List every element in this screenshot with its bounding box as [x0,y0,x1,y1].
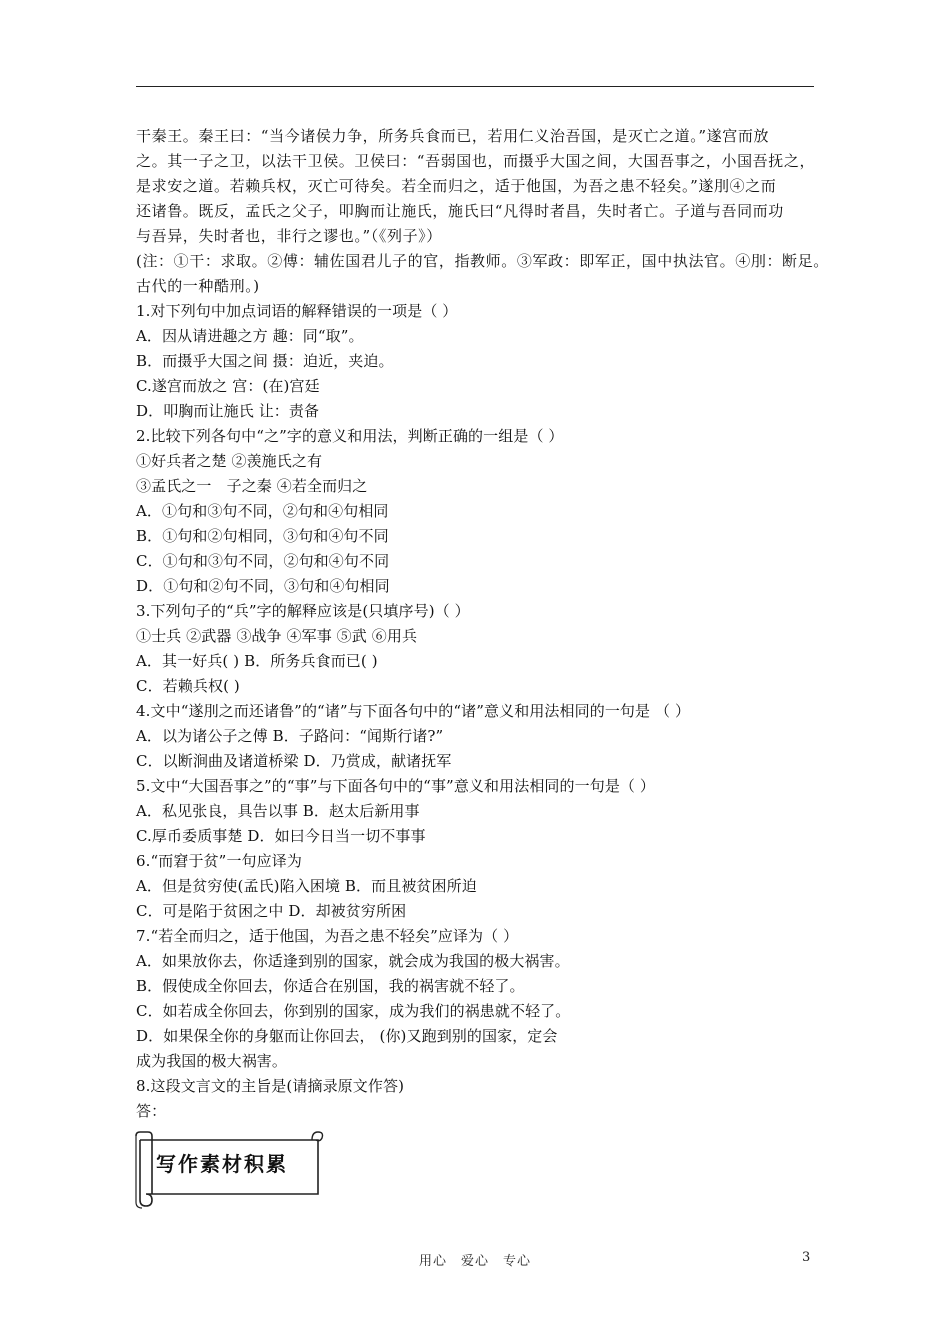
question-1-option-b: B．而摄乎大国之间 摄：迫近，夹迫。 [136,352,394,370]
classical-passage [136,124,829,299]
question-4-option-cd: C．以断涧曲及诸道桥梁 D．乃赏成，献诸抚军 [136,752,452,770]
page-number: 3 [802,1250,811,1265]
question-7-option-d-cont: 成为我国的极大祸害。 [136,1052,288,1070]
question-2-option-c: C．①句和③句不同，②句和④句不同 [136,552,390,570]
question-4-stem: 4.文中“遂刖之而还诸鲁”的“诸”与下面各句中的“诸”意义和用法相同的一句是 （ ） [136,702,691,720]
passage-line: 之。其一子之卫，以法干卫侯。卫侯曰：“吾弱国也，而摄乎大国之间，大国吾事之，小国吾抚之， [136,152,816,170]
passage-line: 还诸鲁。既反，孟氏之父子，叩胸而让施氏，施氏曰“凡得时者昌，失时者亡。子道与吾同而功 [136,202,784,220]
question-6-stem: 6.“而窘于贫”一句应译为 [136,852,302,870]
answer-label: 答： [136,1102,167,1120]
section-banner-title: 写作素材积累 [156,1152,288,1176]
question-7-stem: 7.“若全而归之，适于他国，为吾之患不轻矣”应译为（ ） [136,927,519,945]
header-rule [136,86,814,87]
passage-line: 是求安之道。若赖兵权，灭亡可待矣。若全而归之，适于他国，为吾之患不轻矣。”遂刖④之而 [136,177,777,195]
question-2-option-d: D．①句和②句不同，③句和④句相同 [136,577,390,595]
question-5-option-cd: C.厚币委质事楚 D．如曰今日当一切不事事 [136,827,426,845]
annotation-line: (注：①干：求取。②傅：辅佐国君儿子的官，指教师。③军政：即军正，国中执法官。④刖：断足。 [136,252,829,270]
question-7-option-d: D．如果保全你的身躯而让你回去， (你)又跑到别的国家，定会 [136,1027,558,1045]
question-5-stem: 5.文中“大国吾事之”的“事”与下面各句中的“事”意义和用法相同的一句是（ ） [136,777,655,795]
question-3-choices: ①士兵 ②武器 ③战争 ④军事 ⑤武 ⑥用兵 [136,627,418,645]
annotation-line: 古代的一种酷刑。) [136,277,260,295]
footer-motto: 用心 爱心 专心 [418,1254,531,1269]
question-2-sentences: ③孟氏之一 子之秦 ④若全而归之 [136,477,368,495]
question-7-option-b: B．假使成全你回去，你适合在别国，我的祸害就不轻了。 [136,977,525,995]
question-2-stem: 2.比较下列各句中“之”字的意义和用法，判断正确的一组是（ ） [136,427,564,445]
question-1-option-c: C.遂宫而放之 宫：(在)宫廷 [136,377,320,395]
question-6-option-ab: A．但是贫穷使(孟氏)陷入困境 B．而且被贫困所迫 [136,877,477,895]
document-body [136,124,829,1124]
question-list [136,299,826,1124]
question-7-option-c: C．如若成全你回去，你到别的国家，成为我们的祸患就不轻了。 [136,1002,571,1020]
question-4-option-ab: A．以为诸公子之傅 B．子路问：“闻斯行诸?” [136,727,444,745]
question-3-stem: 3.下列句子的“兵”字的解释应该是(只填序号)（ ） [136,602,470,620]
question-3-option-c: C．若赖兵权( ) [136,677,240,695]
question-2-option-b: B．①句和②句相同，③句和④句不同 [136,527,389,545]
question-1-option-a: A．因从请进趣之方 趣：同“取”。 [136,327,364,345]
question-8-stem: 8.这段文言文的主旨是(请摘录原文作答) [136,1077,405,1095]
section-banner-scroll [132,1128,324,1210]
question-3-option-ab: A．其一好兵( ) B．所务兵食而已( ) [136,652,378,670]
question-2-option-a: A．①句和③句不同，②句和④句相同 [136,502,389,520]
question-1-stem: 1.对下列句中加点词语的解释错误的一项是（ ） [136,302,458,320]
question-5-option-ab: A．私见张良，具告以事 B．赵太后新用事 [136,802,420,820]
passage-line: 与吾异，失时者也，非行之谬也。”（《列子》） [136,227,442,245]
question-6-option-cd: C．可是陷于贫困之中 D．却被贫穷所困 [136,902,407,920]
question-1-option-d: D．叩胸而让施氏 让：责备 [136,402,320,420]
question-2-sentences: ①好兵者之楚 ②羡施氏之有 [136,452,323,470]
question-7-option-a: A．如果放你去，你适逢到别的国家，就会成为我国的极大祸害。 [136,952,570,970]
passage-line: 干秦王。秦王曰：“当今诸侯力争，所务兵食而已，若用仁义治吾国，是灭亡之道。”遂宫而放 [136,127,770,145]
